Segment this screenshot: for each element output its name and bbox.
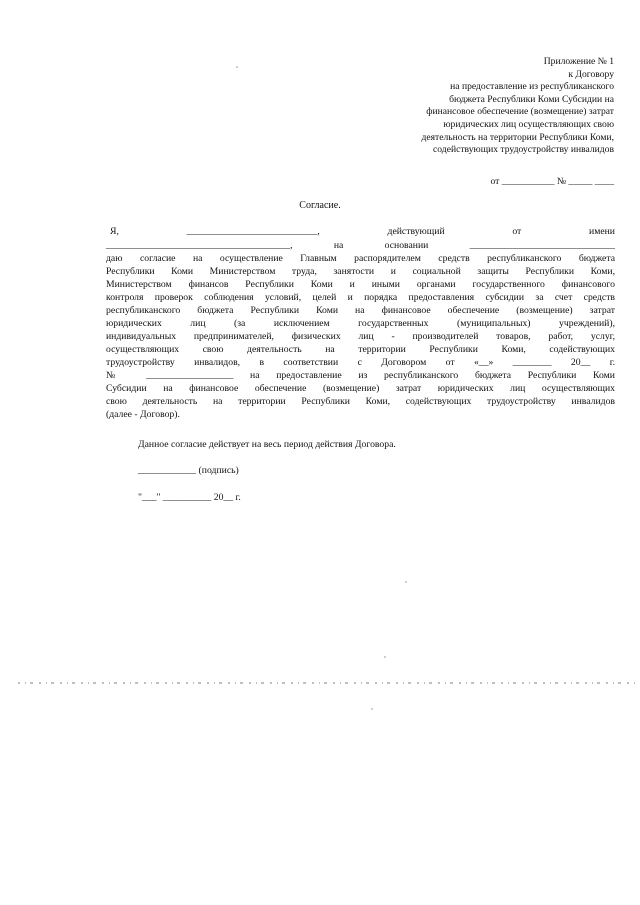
- signing-date-line: "___" __________ 20__ г.: [138, 492, 241, 503]
- appendix-line: Приложение № 1: [543, 56, 614, 67]
- body-line: свою деятельность на территории Республики Коми, содействующих трудоустройству инвалидов: [106, 396, 615, 407]
- body-line: контроля проверок соблюдения условий, целей и порядка предоставления субсидии за счет средств: [106, 292, 615, 303]
- scan-speck: [236, 66, 237, 67]
- appendix-line: к Договору: [568, 68, 614, 80]
- body-line: Субсидии на финансовое обеспечение (возмещение) затрат юридических лиц осуществляющих: [106, 383, 615, 394]
- signature-line: ____________ (подпись): [138, 465, 239, 476]
- body-line: Министерством финансов Республики Коми и иными органами государственного финансового: [106, 279, 615, 290]
- appendix-line: финансовое обеспечение (возмещение) затрат: [426, 106, 614, 118]
- body-line-last: (далее - Договор).: [106, 409, 180, 420]
- appendix-line: на предоставление из республиканского: [450, 81, 614, 93]
- contract-date-number-line: от ___________ № _____ ____: [490, 176, 614, 187]
- body-line: юридических лиц (за исключением государственных (муниципальных) учреждений),: [106, 318, 615, 329]
- scan-speck: [405, 581, 406, 582]
- body-line-contract-date: трудоустройству инвалидов, в соответствии с Договором от «__» ________ 20__ г.: [106, 357, 615, 368]
- appendix-header: [421, 56, 614, 157]
- body-line: Республики Коми Министерством труда, занятости и социальной защиты Республики Коми,: [106, 266, 615, 277]
- body-line-contract-number: № __________________ на предоставление из республиканского бюджета Республики Коми: [106, 370, 615, 381]
- body-line-basis: ______________________________________, на основании ______________________________: [106, 240, 615, 251]
- body-line: индивидуальных предпринимателей, физических лиц - производителей товаров, работ, услуг,: [106, 331, 615, 342]
- appendix-line: юридических лиц осуществляющих свою: [443, 118, 614, 130]
- appendix-line: деятельность на территории Республики Коми,: [421, 131, 614, 143]
- appendix-line: содействующих трудоустройству инвалидов: [433, 144, 614, 156]
- body-line: осуществляющих свою деятельность на территории Республики Коми, содействующих: [106, 344, 615, 355]
- body-line: республиканского бюджета Республики Коми на финансовое обеспечение (возмещение) затрат: [106, 305, 615, 316]
- validity-statement: Данное согласие действует на весь период действия Договора.: [138, 439, 396, 450]
- body-line: даю согласие на осуществление Главным распорядителем средств республиканского бюджета: [106, 253, 615, 264]
- appendix-line: бюджета Республики Коми Субсидии на: [449, 93, 614, 105]
- body-line-person: Я, ___________________________, действующий от имени: [110, 226, 615, 237]
- scan-speck: [384, 656, 385, 657]
- document-title: Согласие.: [299, 200, 341, 211]
- scan-speck: [371, 708, 372, 709]
